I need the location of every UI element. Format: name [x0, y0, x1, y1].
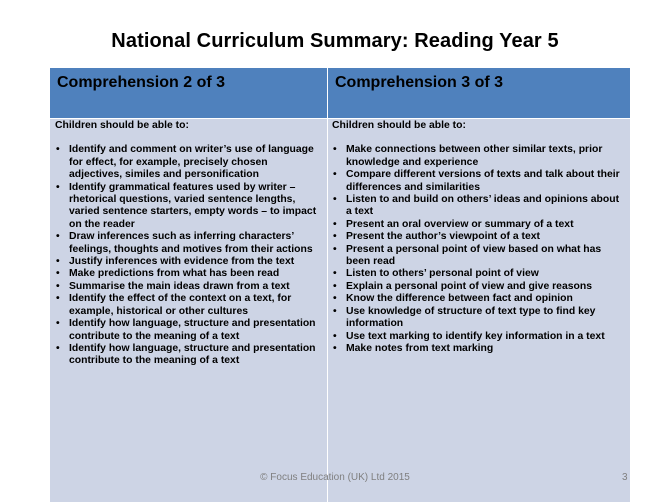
table-header-row	[50, 68, 630, 118]
list-item: • Identify and comment on writer’s use of language for effect, for example, precisely chosen adjectives, similes and personification	[55, 144, 321, 181]
page-number: 3	[622, 472, 628, 483]
list-item: • Make connections between other similar texts, prior knowledge and experience	[332, 144, 626, 169]
list-item: • Identify grammatical features used by writer – rhetorical questions, varied sentence lengths, varied sentence starters, empty words – to impact on the reader	[55, 182, 321, 232]
list-item: • Use knowledge of structure of text type to find key information	[332, 306, 626, 331]
list-item: • Present the author’s viewpoint of a text	[332, 231, 626, 243]
column-divider	[327, 68, 328, 502]
header-comprehension-2: Comprehension 2 of 3	[57, 74, 226, 91]
column-intro: Children should be able to:	[332, 120, 466, 131]
copyright-footer: © Focus Education (UK) Ltd 2015	[260, 472, 410, 483]
objective-list	[55, 144, 321, 367]
list-item: • Explain a personal point of view and give reasons	[332, 281, 626, 293]
list-item: • Draw inferences such as inferring characters’ feelings, thoughts and motives from their actions	[55, 231, 321, 256]
list-item: • Justify inferences with evidence from the text	[55, 256, 321, 268]
objective-list	[332, 144, 626, 355]
list-item: • Make predictions from what has been read	[55, 268, 321, 280]
list-item: • Identify the effect of the context on a text, for example, historical or other cultures	[55, 293, 321, 318]
header-comprehension-3: Comprehension 3 of 3	[335, 74, 504, 91]
column-comprehension-2	[55, 120, 321, 368]
list-item: • Make notes from text marking	[332, 343, 626, 355]
column-intro: Children should be able to:	[55, 120, 189, 131]
column-comprehension-3	[332, 120, 626, 355]
list-item: • Identify how language, structure and presentation contribute to the meaning of a text	[55, 343, 321, 368]
curriculum-table	[50, 68, 630, 502]
list-item: • Use text marking to identify key information in a text	[332, 331, 626, 343]
list-item: • Compare different versions of texts and talk about their differences and similarities	[332, 169, 626, 194]
list-item: • Listen to others’ personal point of view	[332, 268, 626, 280]
list-item: • Listen to and build on others’ ideas and opinions about a text	[332, 194, 626, 219]
list-item: • Present an oral overview or summary of a text	[332, 219, 626, 231]
list-item: • Summarise the main ideas drawn from a text	[55, 281, 321, 293]
list-item: • Present a personal point of view based on what has been read	[332, 244, 626, 269]
list-item: • Identify how language, structure and presentation contribute to the meaning of a text	[55, 318, 321, 343]
row-divider	[50, 118, 630, 119]
list-item: • Know the difference between fact and opinion	[332, 293, 626, 305]
page-title: National Curriculum Summary: Reading Year 5	[111, 30, 559, 52]
